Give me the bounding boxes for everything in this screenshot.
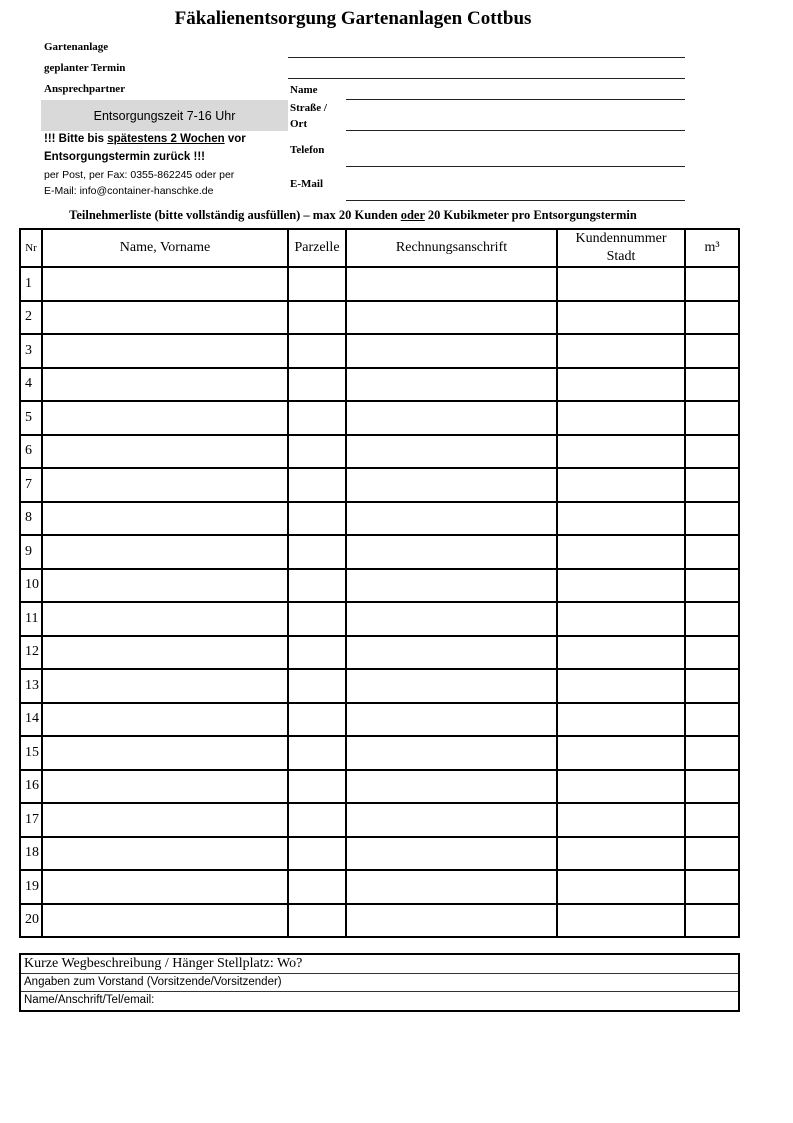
cell-nr: 5 xyxy=(20,401,42,435)
cell-kundennummer[interactable] xyxy=(557,904,685,938)
cell-parzelle[interactable] xyxy=(288,803,346,837)
cell-rechnungsanschrift[interactable] xyxy=(346,401,557,435)
cell-parzelle[interactable] xyxy=(288,301,346,335)
cell-name[interactable] xyxy=(42,502,288,536)
cell-parzelle[interactable] xyxy=(288,401,346,435)
cell-m3[interactable] xyxy=(685,435,739,469)
table-row xyxy=(20,368,739,402)
cell-rechnungsanschrift[interactable] xyxy=(346,334,557,368)
cell-kundennummer[interactable] xyxy=(557,301,685,335)
participant-table xyxy=(19,228,740,938)
contact-info-line2: E-Mail: info@container-hanschke.de xyxy=(44,185,214,197)
termin-label: geplanter Termin xyxy=(44,62,126,74)
cell-kundennummer[interactable] xyxy=(557,803,685,837)
cell-m3[interactable] xyxy=(685,602,739,636)
cell-rechnungsanschrift[interactable] xyxy=(346,267,557,301)
cell-kundennummer[interactable] xyxy=(557,669,685,703)
cell-name[interactable] xyxy=(42,435,288,469)
table-row xyxy=(20,904,739,938)
cell-kundennummer[interactable] xyxy=(557,770,685,804)
cell-kundennummer[interactable] xyxy=(557,569,685,603)
cell-nr: 3 xyxy=(20,334,42,368)
table-row xyxy=(20,569,739,603)
cell-name[interactable] xyxy=(42,703,288,737)
cell-nr: 4 xyxy=(20,368,42,402)
caption-prefix: Teilnehmerliste (bitte vollständig ausfüllen) – max 20 Kunden xyxy=(69,208,401,222)
cell-rechnungsanschrift[interactable] xyxy=(346,301,557,335)
col-header-kundennummer: Kundennummer Stadt xyxy=(557,229,685,267)
email-field[interactable] xyxy=(346,200,685,201)
cell-m3[interactable] xyxy=(685,535,739,569)
cell-parzelle[interactable] xyxy=(288,468,346,502)
cell-parzelle[interactable] xyxy=(288,602,346,636)
cell-rechnungsanschrift[interactable] xyxy=(346,669,557,703)
col-header-parzelle: Parzelle xyxy=(288,229,346,267)
cell-nr: 14 xyxy=(20,703,42,737)
cell-m3[interactable] xyxy=(685,468,739,502)
cell-name[interactable] xyxy=(42,267,288,301)
caption-underlined: oder xyxy=(400,208,425,222)
telefon-field[interactable] xyxy=(346,166,685,167)
cell-rechnungsanschrift[interactable] xyxy=(346,770,557,804)
cell-parzelle[interactable] xyxy=(288,368,346,402)
cell-parzelle[interactable] xyxy=(288,904,346,938)
cell-nr: 7 xyxy=(20,468,42,502)
cell-kundennummer[interactable] xyxy=(557,435,685,469)
cell-name[interactable] xyxy=(42,736,288,770)
cell-rechnungsanschrift[interactable] xyxy=(346,904,557,938)
contact-info-line1: per Post, per Fax: 0355-862245 oder per xyxy=(44,169,235,181)
page-title: Fäkalienentsorgung Gartenanlagen Cottbus xyxy=(174,8,532,29)
cell-kundennummer[interactable] xyxy=(557,870,685,904)
cell-m3[interactable] xyxy=(685,368,739,402)
cell-rechnungsanschrift[interactable] xyxy=(346,736,557,770)
cell-parzelle[interactable] xyxy=(288,736,346,770)
table-row xyxy=(20,803,739,837)
table-row xyxy=(20,401,739,435)
col-header-nr: Nr xyxy=(20,229,42,267)
cell-kundennummer[interactable] xyxy=(557,267,685,301)
table-header-row xyxy=(20,229,739,267)
name-label: Name xyxy=(290,84,318,96)
deadline-notice xyxy=(44,133,246,145)
notice-underlined: spätestens 2 Wochen xyxy=(107,133,225,145)
cell-nr: 9 xyxy=(20,535,42,569)
cell-kundennummer[interactable] xyxy=(557,334,685,368)
strasse-field[interactable] xyxy=(346,130,685,131)
cell-nr: 8 xyxy=(20,502,42,536)
cell-parzelle[interactable] xyxy=(288,837,346,871)
col-header-name: Name, Vorname xyxy=(42,229,288,267)
cell-nr: 17 xyxy=(20,803,42,837)
strasse-label xyxy=(290,100,327,132)
cell-name[interactable] xyxy=(42,535,288,569)
gartenanlage-label: Gartenanlage xyxy=(44,41,109,53)
table-row xyxy=(20,301,739,335)
table-row xyxy=(20,636,739,670)
table-row xyxy=(20,703,739,737)
cell-name[interactable] xyxy=(42,803,288,837)
cell-rechnungsanschrift[interactable] xyxy=(346,602,557,636)
cell-rechnungsanschrift[interactable] xyxy=(346,569,557,603)
cell-m3[interactable] xyxy=(685,904,739,938)
cell-parzelle[interactable] xyxy=(288,334,346,368)
cell-nr: 19 xyxy=(20,870,42,904)
cell-nr: 12 xyxy=(20,636,42,670)
strasse-label-line2: Ort xyxy=(290,118,308,130)
cell-m3[interactable] xyxy=(685,770,739,804)
cell-nr: 15 xyxy=(20,736,42,770)
table-row xyxy=(20,736,739,770)
table-row xyxy=(20,334,739,368)
cell-name[interactable] xyxy=(42,468,288,502)
cell-name[interactable] xyxy=(42,837,288,871)
table-caption xyxy=(0,208,706,223)
cell-nr: 6 xyxy=(20,435,42,469)
cell-kundennummer[interactable] xyxy=(557,736,685,770)
entsorgungszeit-box xyxy=(41,100,288,131)
cell-rechnungsanschrift[interactable] xyxy=(346,435,557,469)
cell-m3[interactable] xyxy=(685,837,739,871)
table-row xyxy=(20,535,739,569)
cell-name[interactable] xyxy=(42,602,288,636)
cell-m3[interactable] xyxy=(685,803,739,837)
cell-kundennummer[interactable] xyxy=(557,535,685,569)
cell-m3[interactable] xyxy=(685,736,739,770)
cell-parzelle[interactable] xyxy=(288,703,346,737)
cell-m3[interactable] xyxy=(685,703,739,737)
cell-name[interactable] xyxy=(42,301,288,335)
cell-kundennummer[interactable] xyxy=(557,502,685,536)
cell-name[interactable] xyxy=(42,870,288,904)
cell-nr: 16 xyxy=(20,770,42,804)
termin-field[interactable] xyxy=(288,78,685,79)
telefon-label: Telefon xyxy=(290,144,325,156)
cell-m3[interactable] xyxy=(685,502,739,536)
cell-rechnungsanschrift[interactable] xyxy=(346,468,557,502)
cell-m3[interactable] xyxy=(685,401,739,435)
cell-nr: 18 xyxy=(20,837,42,871)
col-header-m3: m³ xyxy=(685,229,739,267)
cell-kundennummer[interactable] xyxy=(557,602,685,636)
cell-rechnungsanschrift[interactable] xyxy=(346,703,557,737)
cell-rechnungsanschrift[interactable] xyxy=(346,368,557,402)
cell-nr: 1 xyxy=(20,267,42,301)
cell-m3[interactable] xyxy=(685,636,739,670)
cell-parzelle[interactable] xyxy=(288,770,346,804)
cell-name[interactable] xyxy=(42,904,288,938)
cell-rechnungsanschrift[interactable] xyxy=(346,803,557,837)
notice-suffix: vor xyxy=(224,133,246,145)
cell-rechnungsanschrift[interactable] xyxy=(346,636,557,670)
cell-m3[interactable] xyxy=(685,669,739,703)
cell-name[interactable] xyxy=(42,636,288,670)
table-row xyxy=(20,435,739,469)
cell-kundennummer[interactable] xyxy=(557,837,685,871)
cell-m3[interactable] xyxy=(685,334,739,368)
cell-parzelle[interactable] xyxy=(288,535,346,569)
cell-rechnungsanschrift[interactable] xyxy=(346,837,557,871)
cell-m3[interactable] xyxy=(685,569,739,603)
cell-kundennummer[interactable] xyxy=(557,368,685,402)
cell-kundennummer[interactable] xyxy=(557,401,685,435)
table-row xyxy=(20,870,739,904)
cell-m3[interactable] xyxy=(685,267,739,301)
cell-name[interactable] xyxy=(42,334,288,368)
cell-parzelle[interactable] xyxy=(288,669,346,703)
cell-name[interactable] xyxy=(42,368,288,402)
cell-nr: 13 xyxy=(20,669,42,703)
cell-name[interactable] xyxy=(42,770,288,804)
cell-m3[interactable] xyxy=(685,301,739,335)
notice-prefix: !!! Bitte bis xyxy=(44,133,108,145)
ansprechpartner-label: Ansprechpartner xyxy=(44,83,126,95)
cell-parzelle[interactable] xyxy=(288,502,346,536)
bottom-info-box xyxy=(19,953,740,1012)
gartenanlage-field[interactable] xyxy=(288,57,685,58)
vorstand-field[interactable]: Angaben zum Vorstand (Vorsitzende/Vorsitzender) xyxy=(21,974,738,993)
cell-rechnungsanschrift[interactable] xyxy=(346,502,557,536)
table-row xyxy=(20,669,739,703)
cell-kundennummer[interactable] xyxy=(557,636,685,670)
cell-nr: 2 xyxy=(20,301,42,335)
wegbeschreibung-field[interactable]: Kurze Wegbeschreibung / Hänger Stellplatz: Wo? xyxy=(21,955,738,974)
cell-nr: 10 xyxy=(20,569,42,603)
cell-name[interactable] xyxy=(42,569,288,603)
cell-nr: 20 xyxy=(20,904,42,938)
table-row xyxy=(20,837,739,871)
email-label: E-Mail xyxy=(290,178,323,190)
cell-parzelle[interactable] xyxy=(288,870,346,904)
table-row xyxy=(20,267,739,301)
table-row xyxy=(20,502,739,536)
cell-parzelle[interactable] xyxy=(288,435,346,469)
cell-parzelle[interactable] xyxy=(288,569,346,603)
table-row xyxy=(20,468,739,502)
cell-parzelle[interactable] xyxy=(288,267,346,301)
vorstand-kontakt-field[interactable]: Name/Anschrift/Tel/email: xyxy=(24,994,155,1006)
cell-nr: 11 xyxy=(20,602,42,636)
cell-rechnungsanschrift[interactable] xyxy=(346,535,557,569)
table-row xyxy=(20,602,739,636)
cell-m3[interactable] xyxy=(685,870,739,904)
name-field[interactable] xyxy=(346,99,685,100)
cell-rechnungsanschrift[interactable] xyxy=(346,870,557,904)
cell-kundennummer[interactable] xyxy=(557,468,685,502)
cell-parzelle[interactable] xyxy=(288,636,346,670)
deadline-notice-line2: Entsorgungstermin zurück !!! xyxy=(44,151,206,163)
col-header-rechnungsanschrift: Rechnungsanschrift xyxy=(346,229,557,267)
table-row xyxy=(20,770,739,804)
cell-kundennummer[interactable] xyxy=(557,703,685,737)
caption-suffix: 20 Kubikmeter pro Entsorgungstermin xyxy=(424,208,637,222)
cell-name[interactable] xyxy=(42,669,288,703)
cell-name[interactable] xyxy=(42,401,288,435)
strasse-label-line1: Straße / xyxy=(290,102,327,114)
entsorgungszeit-text: Entsorgungszeit 7-16 Uhr xyxy=(93,108,236,123)
